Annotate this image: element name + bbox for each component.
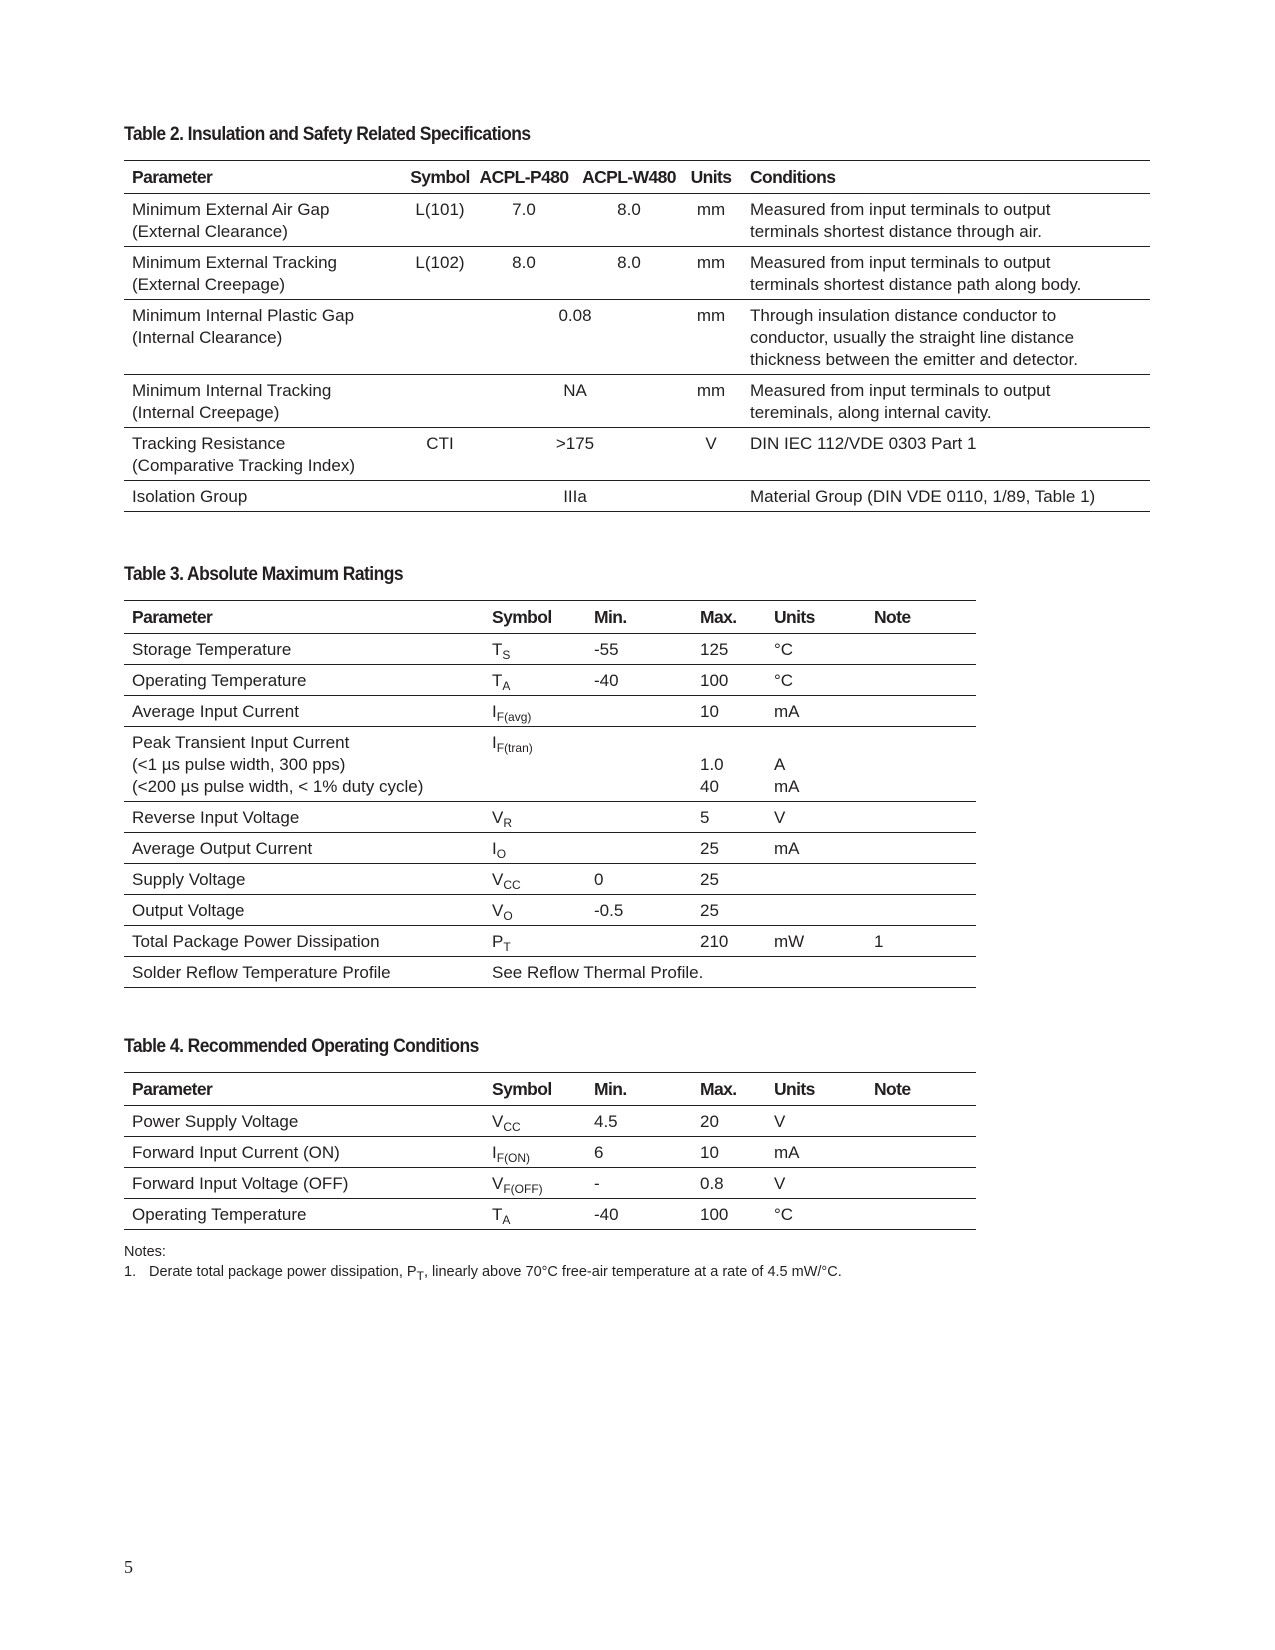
cell-line: Measured from input terminals to output bbox=[750, 253, 1051, 272]
min-cell: 0 bbox=[586, 864, 692, 895]
col-header-note: Note bbox=[866, 1073, 976, 1106]
units-cell: mm bbox=[680, 300, 742, 375]
note-cell bbox=[866, 727, 976, 802]
max-cell bbox=[692, 727, 766, 802]
cell-line: 0.8 bbox=[700, 1174, 724, 1193]
cell-line: Supply Voltage bbox=[132, 870, 246, 889]
cell-line: mA bbox=[774, 1143, 800, 1162]
min-cell: -0.5 bbox=[586, 895, 692, 926]
note-cell bbox=[866, 634, 976, 665]
symbol-letter: I bbox=[492, 839, 497, 858]
col-header-note: Note bbox=[866, 601, 976, 634]
min-cell: -40 bbox=[586, 665, 692, 696]
max-cell bbox=[692, 926, 766, 957]
table-row bbox=[124, 802, 976, 833]
symbol-cell bbox=[410, 375, 470, 428]
cell-line: Storage Temperature bbox=[132, 640, 292, 659]
cell-line: (Comparative Tracking Index) bbox=[132, 456, 355, 475]
param-cell bbox=[124, 1106, 484, 1137]
cell-line: 5 bbox=[700, 808, 710, 827]
cell-line: Forward Input Current (ON) bbox=[132, 1143, 340, 1162]
min-cell: - bbox=[586, 1168, 692, 1199]
table-header-row bbox=[124, 161, 1150, 194]
table-row bbox=[124, 1168, 976, 1199]
value-cell: >175 bbox=[470, 428, 680, 481]
note-cell bbox=[866, 1199, 976, 1230]
cell-line: Measured from input terminals to output bbox=[750, 381, 1051, 400]
col-header-symbol: Symbol bbox=[410, 161, 470, 194]
cell-line: Total Package Power Dissipation bbox=[132, 932, 380, 951]
cell-line: Operating Temperature bbox=[132, 1205, 307, 1224]
units-cell: mm bbox=[680, 375, 742, 428]
cell-line: 40 bbox=[700, 777, 719, 796]
units-cell bbox=[680, 481, 742, 512]
cell-line: 100 bbox=[700, 1205, 729, 1224]
cell-line bbox=[774, 900, 866, 922]
max-cell bbox=[692, 864, 766, 895]
table-row bbox=[124, 247, 1150, 300]
table-row bbox=[124, 957, 976, 988]
table-row bbox=[124, 926, 976, 957]
col-header-parameter: Parameter bbox=[124, 1073, 484, 1106]
cell-line: °C bbox=[774, 640, 794, 659]
param-cell: Solder Reflow Temperature Profile bbox=[124, 957, 484, 988]
note-cell bbox=[866, 833, 976, 864]
symbol-cell bbox=[484, 1199, 586, 1230]
col-header-acpl-p480: ACPL-P480 bbox=[470, 161, 578, 194]
cell-line: Peak Transient Input Current bbox=[132, 733, 350, 752]
table-row bbox=[124, 864, 976, 895]
units-cell: mm bbox=[680, 247, 742, 300]
param-cell bbox=[124, 864, 484, 895]
note-cell bbox=[866, 665, 976, 696]
max-cell bbox=[692, 802, 766, 833]
col-header-acpl-w480: ACPL-W480 bbox=[578, 161, 680, 194]
symbol-cell bbox=[484, 696, 586, 727]
conditions-cell bbox=[742, 247, 1150, 300]
cell-line: Operating Temperature bbox=[132, 671, 307, 690]
cell-line: °C bbox=[774, 671, 794, 690]
note-text: Derate total package power dissipation, $P_T$, linearly above 70°C free-air temperature at a rate of 4.5 mW/°C. bbox=[149, 1264, 842, 1283]
col-header-symbol: Symbol bbox=[484, 601, 586, 634]
col-header-max: Max. bbox=[692, 1073, 766, 1106]
symbol-subscript: O bbox=[496, 847, 507, 861]
max-cell bbox=[692, 696, 766, 727]
value-cell: 0.08 bbox=[470, 300, 680, 375]
note-cell bbox=[866, 802, 976, 833]
note-item bbox=[124, 1262, 842, 1282]
symbol-cell bbox=[484, 926, 586, 957]
table-row bbox=[124, 727, 976, 802]
symbol-letter: V bbox=[492, 1112, 504, 1131]
note-cell bbox=[866, 864, 976, 895]
note-cell: 1 bbox=[866, 926, 976, 957]
table-header-row bbox=[124, 601, 976, 634]
table-row bbox=[124, 481, 1150, 512]
notes-section bbox=[124, 1242, 842, 1282]
max-cell bbox=[692, 1137, 766, 1168]
conditions-cell bbox=[742, 428, 1150, 481]
units-cell bbox=[766, 665, 866, 696]
cell-line: (<200 µs pulse width, < 1% duty cycle) bbox=[132, 777, 424, 796]
col-header-min: Min. bbox=[586, 601, 692, 634]
symbol-cell: CTI bbox=[410, 428, 470, 481]
cell-line: thickness between the emitter and detector. bbox=[750, 350, 1078, 369]
col-header-conditions: Conditions bbox=[742, 161, 1150, 194]
units-cell bbox=[766, 727, 866, 802]
col-header-parameter: Parameter bbox=[124, 601, 484, 634]
symbol-cell bbox=[484, 895, 586, 926]
col-header-symbol: Symbol bbox=[484, 1073, 586, 1106]
absolute-max-ratings-table bbox=[124, 600, 976, 988]
cell-line: 10 bbox=[700, 702, 719, 721]
note-cell bbox=[866, 895, 976, 926]
param-cell bbox=[124, 665, 484, 696]
table-row bbox=[124, 665, 976, 696]
max-cell bbox=[692, 895, 766, 926]
cell-line: 25 bbox=[700, 870, 719, 889]
col-header-parameter: Parameter bbox=[124, 161, 410, 194]
conditions-cell bbox=[742, 375, 1150, 428]
note-cell bbox=[866, 1168, 976, 1199]
cell-line: tereminals, along internal cavity. bbox=[750, 403, 992, 422]
cell-line: Minimum External Air Gap bbox=[132, 200, 330, 219]
max-cell bbox=[692, 833, 766, 864]
cell-line: (<1 µs pulse width, 300 pps) bbox=[132, 755, 346, 774]
cell-line: mA bbox=[774, 702, 800, 721]
cell-line: V bbox=[774, 1112, 786, 1131]
notes-heading: Notes: bbox=[124, 1244, 166, 1260]
param-cell bbox=[124, 300, 410, 375]
min-cell: -55 bbox=[586, 634, 692, 665]
cell-line: V bbox=[774, 808, 786, 827]
min-cell bbox=[586, 926, 692, 957]
units-cell bbox=[766, 926, 866, 957]
note-cell bbox=[866, 1137, 976, 1168]
units-cell bbox=[766, 696, 866, 727]
table4-title: Table 4. Recommended Operating Conditions bbox=[124, 1036, 479, 1057]
max-cell bbox=[692, 634, 766, 665]
max-cell bbox=[692, 1168, 766, 1199]
param-cell bbox=[124, 895, 484, 926]
col-header-max: Max. bbox=[692, 601, 766, 634]
acpl-w480-cell: 8.0 bbox=[578, 247, 680, 300]
symbol-subscript: F(avg) bbox=[496, 710, 532, 724]
symbol-cell: L(102) bbox=[410, 247, 470, 300]
symbol-letter: T bbox=[492, 640, 503, 659]
cell-line: DIN IEC 112/VDE 0303 Part 1 bbox=[750, 434, 977, 453]
min-cell bbox=[586, 833, 692, 864]
col-header-min: Min. bbox=[586, 1073, 692, 1106]
insulation-safety-table bbox=[124, 160, 1150, 512]
symbol-cell bbox=[484, 802, 586, 833]
min-cell: 6 bbox=[586, 1137, 692, 1168]
table-row bbox=[124, 634, 976, 665]
cell-line: Tracking Resistance bbox=[132, 434, 286, 453]
symbol-cell bbox=[484, 727, 586, 802]
acpl-p480-cell: 7.0 bbox=[470, 194, 578, 247]
symbol-cell bbox=[484, 1106, 586, 1137]
symbol-subscript: CC bbox=[503, 1120, 521, 1134]
min-cell: -40 bbox=[586, 1199, 692, 1230]
acpl-w480-cell: 8.0 bbox=[578, 194, 680, 247]
units-cell bbox=[766, 1106, 866, 1137]
symbol-letter: I bbox=[492, 733, 497, 752]
symbol-cell bbox=[484, 1168, 586, 1199]
symbol-subscript: R bbox=[503, 816, 513, 830]
cell-line: Average Output Current bbox=[132, 839, 313, 858]
value-cell: NA bbox=[470, 375, 680, 428]
symbol-cell bbox=[484, 634, 586, 665]
note-cell bbox=[866, 696, 976, 727]
cell-line bbox=[774, 869, 866, 891]
symbol-subscript: O bbox=[503, 909, 513, 923]
param-cell bbox=[124, 247, 410, 300]
param-cell bbox=[124, 802, 484, 833]
cell-line bbox=[700, 732, 766, 754]
symbol-letter: T bbox=[492, 671, 503, 690]
param-cell bbox=[124, 833, 484, 864]
acpl-p480-cell: 8.0 bbox=[470, 247, 578, 300]
units-cell bbox=[766, 833, 866, 864]
table-header-row bbox=[124, 1073, 976, 1106]
units-cell bbox=[766, 802, 866, 833]
cell-line: Material Group (DIN VDE 0110, 1/89, Table 1) bbox=[750, 487, 1096, 506]
symbol-subscript: F(tran) bbox=[496, 741, 533, 755]
cell-line: A bbox=[774, 755, 786, 774]
page-number: 5 bbox=[124, 1557, 133, 1577]
param-cell bbox=[124, 727, 484, 802]
note-number: 1. bbox=[124, 1264, 137, 1280]
cell-line: V bbox=[774, 1174, 786, 1193]
cell-line: 25 bbox=[700, 901, 719, 920]
symbol-letter: V bbox=[492, 1174, 504, 1193]
units-cell bbox=[766, 895, 866, 926]
cell-line: (External Creepage) bbox=[132, 275, 286, 294]
symbol-subscript: S bbox=[502, 648, 511, 662]
cell-line: Average Input Current bbox=[132, 702, 299, 721]
table-row bbox=[124, 375, 1150, 428]
symbol-subscript: F(ON) bbox=[496, 1151, 531, 1165]
cell-line: (Internal Creepage) bbox=[132, 403, 280, 422]
cell-line: Output Voltage bbox=[132, 901, 245, 920]
units-cell bbox=[766, 864, 866, 895]
cell-line: 10 bbox=[700, 1143, 719, 1162]
conditions-cell bbox=[742, 300, 1150, 375]
cell-line: terminals shortest distance through air. bbox=[750, 222, 1042, 241]
cell-line: Measured from input terminals to output bbox=[750, 200, 1051, 219]
param-cell bbox=[124, 481, 410, 512]
cell-line: 125 bbox=[700, 640, 729, 659]
symbol-subscript: T bbox=[503, 940, 511, 954]
cell-line: 100 bbox=[700, 671, 729, 690]
symbol-letter: V bbox=[492, 808, 504, 827]
col-header-units: Units bbox=[680, 161, 742, 194]
cell-line bbox=[774, 732, 866, 754]
param-cell bbox=[124, 428, 410, 481]
cell-line: 210 bbox=[700, 932, 729, 951]
units-cell: mm bbox=[680, 194, 742, 247]
cell-line: (Internal Clearance) bbox=[132, 328, 283, 347]
units-cell bbox=[766, 1199, 866, 1230]
conditions-cell bbox=[742, 194, 1150, 247]
max-cell bbox=[692, 1199, 766, 1230]
table-row bbox=[124, 194, 1150, 247]
reflow-value-cell: See Reflow Thermal Profile. bbox=[484, 957, 976, 988]
value-cell: IIIa bbox=[470, 481, 680, 512]
symbol-cell: L(101) bbox=[410, 194, 470, 247]
max-cell bbox=[692, 665, 766, 696]
min-cell: 4.5 bbox=[586, 1106, 692, 1137]
recommended-operating-table bbox=[124, 1072, 976, 1230]
max-cell bbox=[692, 1106, 766, 1137]
cell-line: Power Supply Voltage bbox=[132, 1112, 299, 1131]
cell-line: 20 bbox=[700, 1112, 719, 1131]
symbol-letter: T bbox=[492, 1205, 503, 1224]
param-cell bbox=[124, 926, 484, 957]
param-cell bbox=[124, 634, 484, 665]
min-cell bbox=[586, 802, 692, 833]
symbol-cell bbox=[484, 665, 586, 696]
units-cell: V bbox=[680, 428, 742, 481]
cell-line: Isolation Group bbox=[132, 487, 248, 506]
table-row bbox=[124, 1106, 976, 1137]
cell-line: conductor, usually the straight line distance bbox=[750, 328, 1075, 347]
units-cell bbox=[766, 1137, 866, 1168]
param-cell bbox=[124, 696, 484, 727]
cell-line: 25 bbox=[700, 839, 719, 858]
min-cell bbox=[586, 727, 692, 802]
cell-line: Forward Input Voltage (OFF) bbox=[132, 1174, 349, 1193]
table2-title: Table 2. Insulation and Safety Related Specifications bbox=[124, 124, 531, 145]
table-row bbox=[124, 1137, 976, 1168]
cell-line: terminals shortest distance path along body. bbox=[750, 275, 1082, 294]
table-row bbox=[124, 300, 1150, 375]
min-cell bbox=[586, 696, 692, 727]
units-cell bbox=[766, 634, 866, 665]
cell-line: Minimum Internal Plastic Gap bbox=[132, 306, 355, 325]
cell-line: Minimum Internal Tracking bbox=[132, 381, 332, 400]
symbol-cell bbox=[484, 833, 586, 864]
cell-line: (External Clearance) bbox=[132, 222, 288, 241]
cell-line: Minimum External Tracking bbox=[132, 253, 338, 272]
param-cell bbox=[124, 375, 410, 428]
cell-line: °C bbox=[774, 1205, 794, 1224]
table-row bbox=[124, 833, 976, 864]
cell-line: mA bbox=[774, 777, 800, 796]
col-header-units: Units bbox=[766, 601, 866, 634]
table-row bbox=[124, 428, 1150, 481]
cell-line: mA bbox=[774, 839, 800, 858]
cell-line: Through insulation distance conductor to bbox=[750, 306, 1057, 325]
table-row bbox=[124, 1199, 976, 1230]
cell-line: Reverse Input Voltage bbox=[132, 808, 300, 827]
symbol-letter: I bbox=[492, 702, 497, 721]
param-cell bbox=[124, 1199, 484, 1230]
symbol-subscript: A bbox=[502, 679, 511, 693]
cell-line: mW bbox=[774, 932, 805, 951]
col-header-units: Units bbox=[766, 1073, 866, 1106]
param-cell bbox=[124, 1168, 484, 1199]
conditions-cell bbox=[742, 481, 1150, 512]
symbol-letter: P bbox=[492, 932, 504, 951]
symbol-cell bbox=[410, 481, 470, 512]
table3-title: Table 3. Absolute Maximum Ratings bbox=[124, 564, 404, 585]
cell-line: 1.0 bbox=[700, 755, 724, 774]
symbol-letter: V bbox=[492, 870, 504, 889]
param-cell bbox=[124, 1137, 484, 1168]
symbol-letter: I bbox=[492, 1143, 497, 1162]
note-cell bbox=[866, 1106, 976, 1137]
symbol-cell bbox=[410, 300, 470, 375]
symbol-cell bbox=[484, 1137, 586, 1168]
table-row bbox=[124, 895, 976, 926]
symbol-letter: V bbox=[492, 901, 504, 920]
symbol-subscript: F(OFF) bbox=[503, 1182, 543, 1196]
symbol-subscript: CC bbox=[503, 878, 521, 892]
units-cell bbox=[766, 1168, 866, 1199]
symbol-subscript: A bbox=[502, 1213, 511, 1227]
symbol-cell bbox=[484, 864, 586, 895]
table-row bbox=[124, 696, 976, 727]
param-cell bbox=[124, 194, 410, 247]
